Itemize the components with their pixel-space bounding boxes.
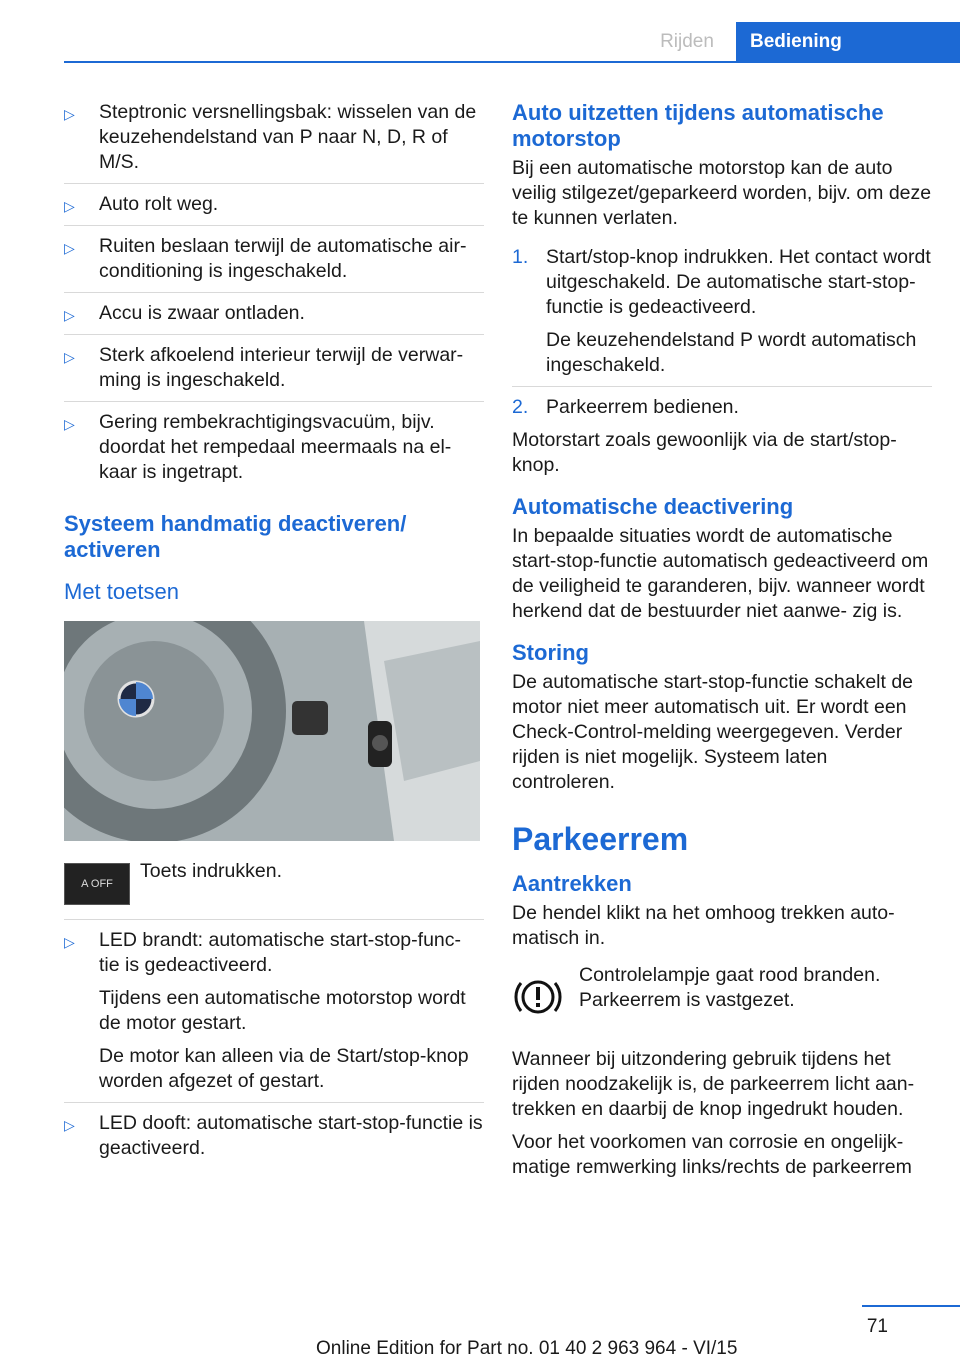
triangle-bullet-icon: ▷: [64, 198, 75, 214]
list-item: ▷ Accu is zwaar ontladen.: [64, 301, 484, 326]
section-heading: Auto uitzetten tijdens automatische motorstop: [512, 100, 884, 151]
paragraph: In bepaalde situaties wordt de automatische start-stop-functie automatisch gedeactiveerd om de veiligheid te garanderen, bijv. wanneer wordt herkend dat de bestuurder niet aanwe- zig is.: [512, 525, 929, 622]
chapter-heading: Parkeerrem: [512, 821, 689, 857]
right-column: [512, 100, 932, 1180]
footer-rule: [862, 1305, 960, 1307]
list-item: ▷ LED brandt: automatische start-stop-func- tie is gedeactiveerd. Tijdens een automatische motorstop wordt de motor gestart. De motor kan alleen via de Start/stop-knop worden afgezet of gestart.: [64, 929, 469, 1092]
paragraph: Motorstart zoals gewoonlijk via de start/stop- knop.: [512, 429, 897, 476]
section-heading: Systeem handmatig deactiveren/ activeren: [64, 511, 407, 562]
icon-instruction-text: Toets indrukken.: [140, 860, 282, 882]
triangle-bullet-icon: ▷: [64, 934, 75, 950]
left-column: [64, 100, 484, 1169]
numbered-step: 2. Parkeerrem bedienen.: [512, 396, 739, 418]
list-item: ▷ Auto rolt weg.: [64, 192, 484, 217]
parking-brake-warning-icon: [512, 971, 564, 1023]
list-item: ▷ Sterk afkoelend interieur terwijl de verwar- ming is ingeschakeld.: [64, 344, 464, 391]
section-heading: Storing: [512, 640, 589, 665]
triangle-bullet-icon: ▷: [64, 240, 75, 256]
steering-wheel-photo: [64, 621, 480, 841]
triangle-bullet-icon: ▷: [64, 416, 75, 432]
icon-instruction: [64, 859, 484, 919]
triangle-bullet-icon: ▷: [64, 106, 75, 122]
footer-edition: Online Edition for Part no. 01 40 2 963 964 - VI/15: [316, 1338, 738, 1359]
section-heading: Automatische deactivering: [512, 494, 794, 519]
list-item: ▷ Steptronic versnellingsbak: wisselen van de keuzehendelstand van P naar N, D, R of M/S.: [64, 101, 477, 173]
header-rule: [64, 61, 960, 63]
list-item: ▷ Ruiten beslaan terwijl de automatische air- conditioning is ingeschakeld.: [64, 235, 467, 282]
paragraph: Wanneer bij uitzondering gebruik tijdens het rijden noodzakelijk is, de parkeerrem licht aan- trekken en daarbij de knop ingedrukt houden.: [512, 1048, 915, 1120]
paragraph: De automatische start-stop-functie schakelt de motor niet meer automatisch uit. Er wordt een Check-Control-melding weergegeven. Verder rijden is niet mogelijk. Systeem laten controleren.: [512, 671, 914, 793]
list-item: ▷ Gering rembekrachtigingsvacuüm, bijv. doordat het rempedaal meermaals na el- kaar is ingetrapt.: [64, 411, 452, 483]
paragraph: Voor het voorkomen van corrosie en ongelijk- matige remwerking links/rechts de parkeerrem: [512, 1131, 912, 1178]
auto-start-stop-off-icon: A OFF: [64, 863, 130, 905]
paragraph: Bij een automatische motorstop kan de auto veilig stilgezet/geparkeerd worden, bijv. om deze te kunnen verlaten.: [512, 157, 932, 229]
active-chapter-tab: Bediening: [736, 22, 960, 62]
section-tab: Rijden: [660, 31, 714, 52]
paragraph: De hendel klikt na het omhoog trekken auto- matisch in.: [512, 902, 895, 949]
triangle-bullet-icon: ▷: [64, 307, 75, 323]
indicator-note-text: Controlelampje gaat rood branden. Parkeerrem is vastgezet.: [579, 964, 881, 1011]
numbered-step: 1. Start/stop-knop indrukken. Het contact wordt uitgeschakeld. De automatische start-stop-functie is gedeactiveerd. De keuzehendelstand P wordt automatisch ingeschakeld.: [512, 246, 931, 376]
subsection-heading: Met toetsen: [64, 579, 179, 604]
indicator-note: [512, 963, 932, 1035]
page-number: 71: [866, 1316, 888, 1337]
page-header: [0, 0, 960, 62]
triangle-bullet-icon: ▷: [64, 1117, 75, 1133]
section-heading: Aantrekken: [512, 871, 632, 896]
triangle-bullet-icon: ▷: [64, 349, 75, 365]
list-item: ▷ LED dooft: automatische start-stop-functie is geactiveerd.: [64, 1112, 483, 1159]
